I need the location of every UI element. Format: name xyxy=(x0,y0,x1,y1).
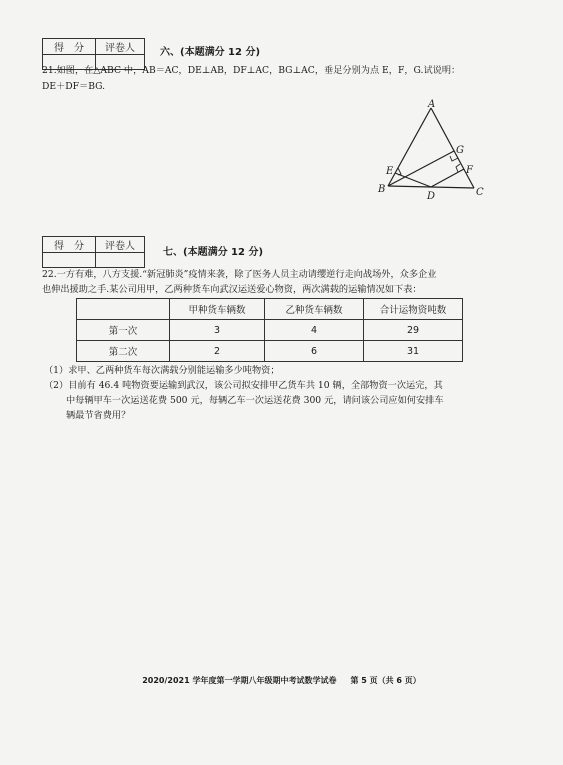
table-cell: 第二次 xyxy=(77,341,170,362)
triangle-figure xyxy=(372,98,502,206)
grader-label: 评卷人 xyxy=(96,237,145,253)
score-label: 得 分 xyxy=(43,237,96,253)
table-row xyxy=(77,320,463,341)
segment-DF xyxy=(431,169,464,187)
segment-AC xyxy=(431,108,474,188)
table-header-cell: 甲种货车辆数 xyxy=(170,299,265,320)
grader-cell xyxy=(96,253,145,268)
page-footer xyxy=(0,675,563,686)
section-7-title: 七、(本题满分 12 分) xyxy=(163,247,264,258)
q22-text-line-1: 22.一方有难，八方支援.“新冠肺炎”疫情来袭，除了医务人员主动请缨逆行走向战场外，众多企业 xyxy=(42,269,437,280)
label-A: A xyxy=(428,99,436,110)
label-F: F xyxy=(466,165,473,176)
label-E: E xyxy=(386,166,394,177)
table-header-row xyxy=(77,299,463,320)
table-cell: 2 xyxy=(170,341,265,362)
shipment-table xyxy=(76,298,463,362)
q22-text-line-2: 也伸出援助之手.某公司用甲，乙两种货车向武汉运送爱心物资，两次满载的运输情况如下表： xyxy=(42,284,422,295)
table-cell: 3 xyxy=(170,320,265,341)
table-cell: 29 xyxy=(364,320,463,341)
page-number: 第 5 页（共 6 页） xyxy=(350,676,421,685)
grader-label: 评卷人 xyxy=(96,39,145,55)
exam-title: 2020/2021 学年度第一学期八年级期中考试数学试卷 xyxy=(142,676,337,685)
table-row xyxy=(77,341,463,362)
label-D: D xyxy=(427,191,436,202)
section-6-title: 六、(本题满分 12 分) xyxy=(160,47,261,58)
right-angle-F xyxy=(456,164,460,172)
score-box-section-7 xyxy=(42,236,145,268)
table-cell: 4 xyxy=(265,320,364,341)
table-cell: 第一次 xyxy=(77,320,170,341)
score-cell xyxy=(43,253,96,268)
table-cell: 6 xyxy=(265,341,364,362)
q22-part-1: （1）求甲、乙两种货车每次满载分别能运输多少吨物资； xyxy=(44,365,280,376)
q22-part-2-line-3: 辆最节省费用？ xyxy=(66,410,131,421)
q22-part-2-line-2: 中每辆甲车一次运送花费 500 元，每辆乙车一次运送花费 300 元，请问该公司应如何安排车 xyxy=(66,395,444,406)
table-header-cell: 乙种货车辆数 xyxy=(265,299,364,320)
table-header-cell: 合计运物资吨数 xyxy=(364,299,463,320)
label-G: G xyxy=(456,145,464,156)
q21-text-line-1: 21.如图，在△ABC 中，AB＝AC，DE⊥AB，DF⊥AC，BG⊥AC，垂足分别为点 E，F，G.试说明： xyxy=(42,65,461,76)
table-header-cell xyxy=(77,299,170,320)
table-cell: 31 xyxy=(364,341,463,362)
score-label: 得 分 xyxy=(43,39,96,55)
q22-part-2-line-1: （2）目前有 46.4 吨物资要运输到武汉，该公司拟安排甲乙货车共 10 辆，全部物资一次运完，其 xyxy=(44,380,443,391)
q21-text-line-2: DE＋DF＝BG. xyxy=(42,81,106,92)
label-B: B xyxy=(378,184,386,195)
label-C: C xyxy=(476,187,484,198)
